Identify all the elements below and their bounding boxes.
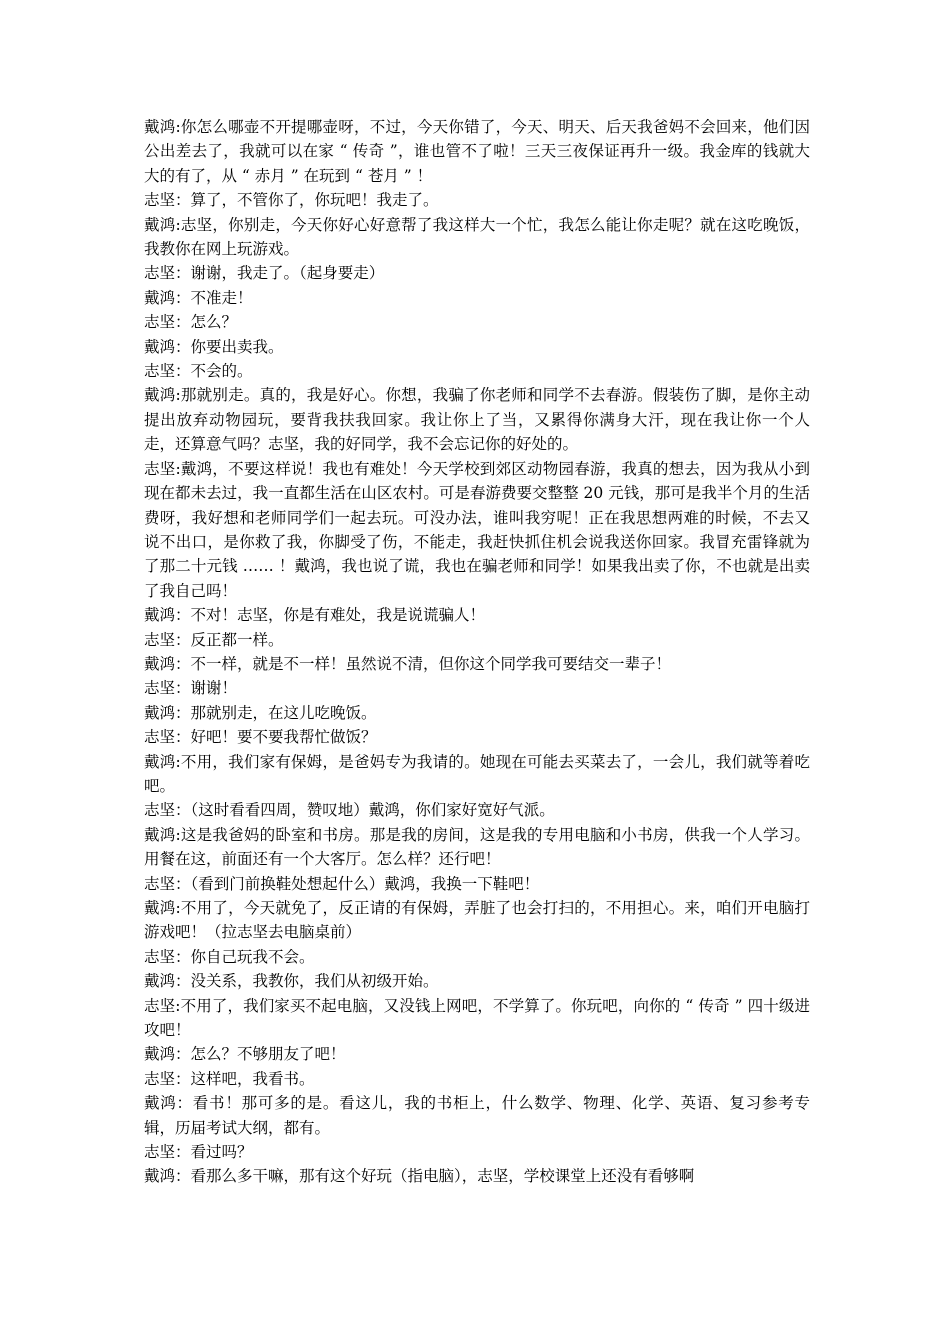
speaker-separator: ： [175, 947, 191, 966]
dialogue-line [144, 676, 810, 700]
speech-text: 没关系，我教你，我们从初级开始。 [190, 972, 439, 991]
dialogue-line [144, 945, 810, 969]
speaker-separator: ： [175, 654, 191, 673]
dialogue-line [144, 994, 810, 1043]
speaker-separator: : [175, 118, 181, 136]
dialogue-line [144, 823, 810, 872]
speaker-separator: ： [175, 972, 191, 991]
speaker-name: 戴鸿 [144, 752, 176, 771]
speaker-name: 戴鸿 [144, 337, 176, 356]
speaker-name: 戴鸿 [144, 972, 176, 991]
dialogue-line [144, 310, 810, 334]
speaker-separator: ： [175, 288, 191, 307]
speech-text: 戴鸿，不要这样说！我也有难处！今天学校到郊区动物园春游，我真的想去，因为我从小到现在都未去过，我一直都生活在山区农村。可是春游费要交整整 20 元钱，那可是我半个月的生活费呀，我好想和老师同学们一起去玩。可没办法，谁叫我穷呢！正在我思想两难的时候，不去又说不出口，是你救了我，你脚受了伤，不能走，我赶快抓住机会说我送你回家。我冒充雷锋就为了那二十元钱 …… ！戴鸿，我也说了谎，我也在骗老师和同学！如果我出卖了你，不也就是出卖了我自己吗！ [144, 459, 810, 600]
speaker-separator: ： [175, 1167, 191, 1186]
speaker-name: 戴鸿 [144, 386, 176, 405]
speech-text: 这是我爸妈的卧室和书房。那是我的房间，这是我的专用电脑和小书房，供我一个人学习。用餐在这，前面还有一个大客厅。怎么样？还行吧！ [144, 825, 810, 869]
speaker-name: 戴鸿 [144, 606, 176, 625]
dialogue-line [144, 628, 810, 652]
speaker-name: 志坚 [144, 1143, 176, 1162]
speaker-name: 志坚 [144, 801, 176, 820]
dialogue-line [144, 286, 810, 310]
speaker-name: 戴鸿 [144, 1045, 176, 1064]
speech-text: 看过吗？ [190, 1143, 253, 1162]
speaker-name: 志坚 [144, 996, 176, 1015]
speaker-separator: ： [175, 874, 191, 893]
speaker-name: 戴鸿 [144, 703, 176, 722]
dialogue-line [144, 750, 810, 799]
speech-text: 看书！那可多的是。看这儿，我的书柜上，什么数学、物理、化学、英语、复习参考专辑，历届考试大纲，都有。 [144, 1094, 810, 1137]
dialogue-line [144, 896, 810, 945]
speaker-separator: ： [175, 801, 191, 820]
speech-text: （看到门前换鞋处想起什么）戴鸿，我换一下鞋吧！ [190, 874, 540, 893]
speaker-name: 志坚 [144, 191, 176, 210]
dialogue-line [144, 1067, 810, 1091]
speaker-name: 志坚 [144, 313, 176, 332]
speaker-separator: ： [175, 264, 191, 283]
speaker-separator: ： [176, 1094, 193, 1113]
speech-text: 你自己玩我不会。 [190, 947, 315, 966]
dialogue-line [144, 1140, 810, 1164]
speech-text: 不会的。 [190, 362, 253, 381]
speaker-name: 戴鸿 [144, 825, 176, 844]
dialogue-line [144, 188, 810, 212]
speaker-separator: : [175, 752, 181, 771]
speech-text: 志坚，你别走，今天你好心好意帮了我这样大一个忙，我怎么能让你走呢？就在这吃晚饭，我教你在网上玩游戏。 [144, 215, 810, 259]
speaker-separator: : [175, 996, 181, 1015]
speech-text: （这时看看四周，赞叹地）戴鸿，你们家好宽好气派。 [190, 801, 555, 820]
speech-text: 不用了，我们家买不起电脑，又没钱上网吧，不学算了。你玩吧，向你的 “ 传奇 ” 四十级进攻吧！ [144, 996, 810, 1040]
speaker-name: 戴鸿 [144, 215, 176, 234]
speaker-separator: ： [175, 337, 191, 356]
speech-text: 好吧！要不要我帮忙做饭？ [190, 728, 377, 747]
dialogue-line [144, 115, 810, 188]
speaker-separator: ： [175, 191, 191, 210]
dialogue-script [144, 115, 810, 1189]
speaker-separator: : [175, 825, 181, 844]
dialogue-line [144, 383, 810, 456]
speaker-name: 志坚 [144, 264, 176, 283]
speech-text: 反正都一样。 [190, 630, 284, 649]
dialogue-line [144, 652, 810, 676]
dialogue-line [144, 701, 810, 725]
speaker-separator: ： [175, 1069, 191, 1088]
speaker-name: 戴鸿 [144, 654, 176, 673]
speaker-separator: ： [175, 606, 191, 625]
dialogue-line [144, 603, 810, 627]
speech-text: 那就别走，在这儿吃晚饭。 [190, 703, 377, 722]
dialogue-line [144, 1042, 810, 1066]
speech-text: 那就别走。真的，我是好心。你想，我骗了你老师和同学不去春游。假装伤了脚，是你主动提出放弃动物园玩，要背我扶我回家。我让你上了当，又累得你满身大汗，现在我让你一个人走，还算意气吗？志坚，我的好同学，我不会忘记你的好处的。 [144, 386, 810, 454]
speaker-separator: : [175, 215, 181, 234]
dialogue-line [144, 457, 810, 603]
speaker-name: 戴鸿 [144, 1094, 177, 1113]
dialogue-line [144, 1091, 810, 1140]
speech-text: 不一样，就是不一样！虽然说不清，但你这个同学我可要结交一辈子！ [190, 654, 672, 673]
speech-text: 怎么？ [190, 313, 238, 332]
speaker-name: 戴鸿 [144, 288, 176, 307]
speaker-separator: ： [175, 728, 191, 747]
speaker-name: 戴鸿 [144, 899, 176, 917]
speaker-name: 志坚 [144, 728, 176, 747]
speech-text: 你怎么哪壶不开提哪壶呀，不过，今天你错了，今天、明天、后天我爸妈不会回来，他们因公出差去了，我就可以在家 “ 传奇 ”，谁也管不了啦！三天三夜保证再升一级。我金库的钱就大大的有了，从 “ 赤月 ” 在玩到 “ 苍月 ” ！ [144, 118, 810, 185]
dialogue-line [144, 1164, 810, 1188]
speech-text: 不用，我们家有保姆，是爸妈专为我请的。她现在可能去买菜去了，一会儿，我们就等着吃吧。 [144, 752, 810, 795]
speaker-separator: : [175, 899, 181, 917]
speech-text: 不对！志坚，你是有难处，我是说谎骗人！ [190, 606, 486, 625]
dialogue-line [144, 798, 810, 822]
dialogue-line [144, 359, 810, 383]
speaker-name: 志坚 [144, 630, 176, 649]
speaker-separator: : [175, 386, 181, 405]
dialogue-line [144, 969, 810, 993]
dialogue-line [144, 725, 810, 749]
speaker-separator: ： [175, 1045, 191, 1064]
dialogue-line [144, 213, 810, 262]
speaker-separator: ： [175, 1143, 191, 1162]
speaker-separator: : [175, 459, 181, 478]
speaker-name: 志坚 [144, 459, 176, 478]
speaker-separator: ： [175, 703, 191, 722]
speech-text: 不用了，今天就免了，反正请的有保姆，弄脏了也会打扫的，不用担心。来，咱们开电脑打游戏吧！（拉志坚去电脑桌前） [144, 899, 810, 942]
speech-text: 谢谢！ [190, 679, 238, 698]
dialogue-line [144, 872, 810, 896]
speaker-name: 戴鸿 [144, 118, 176, 136]
speech-text: 算了，不管你了，你玩吧！我走了。 [190, 191, 439, 210]
speech-text: 你要出卖我。 [190, 337, 284, 356]
speaker-name: 志坚 [144, 679, 176, 698]
speaker-name: 志坚 [144, 874, 176, 893]
speaker-separator: ： [175, 679, 191, 698]
dialogue-line [144, 261, 810, 285]
speech-text: 看那么多干嘛，那有这个好玩（指电脑），志坚，学校课堂上还没有看够啊 [190, 1167, 695, 1186]
speaker-name: 志坚 [144, 1069, 176, 1088]
speech-text: 不准走！ [190, 288, 253, 307]
speaker-name: 志坚 [144, 362, 176, 381]
speaker-separator: ： [175, 630, 191, 649]
speaker-separator: ： [175, 362, 191, 381]
speaker-separator: ： [175, 313, 191, 332]
speech-text: 这样吧，我看书。 [190, 1069, 315, 1088]
speech-text: 怎么？不够朋友了吧！ [190, 1045, 346, 1064]
dialogue-line [144, 335, 810, 359]
speech-text: 谢谢，我走了。（起身要走） [190, 264, 385, 283]
speaker-name: 志坚 [144, 947, 176, 966]
speaker-name: 戴鸿 [144, 1167, 176, 1186]
